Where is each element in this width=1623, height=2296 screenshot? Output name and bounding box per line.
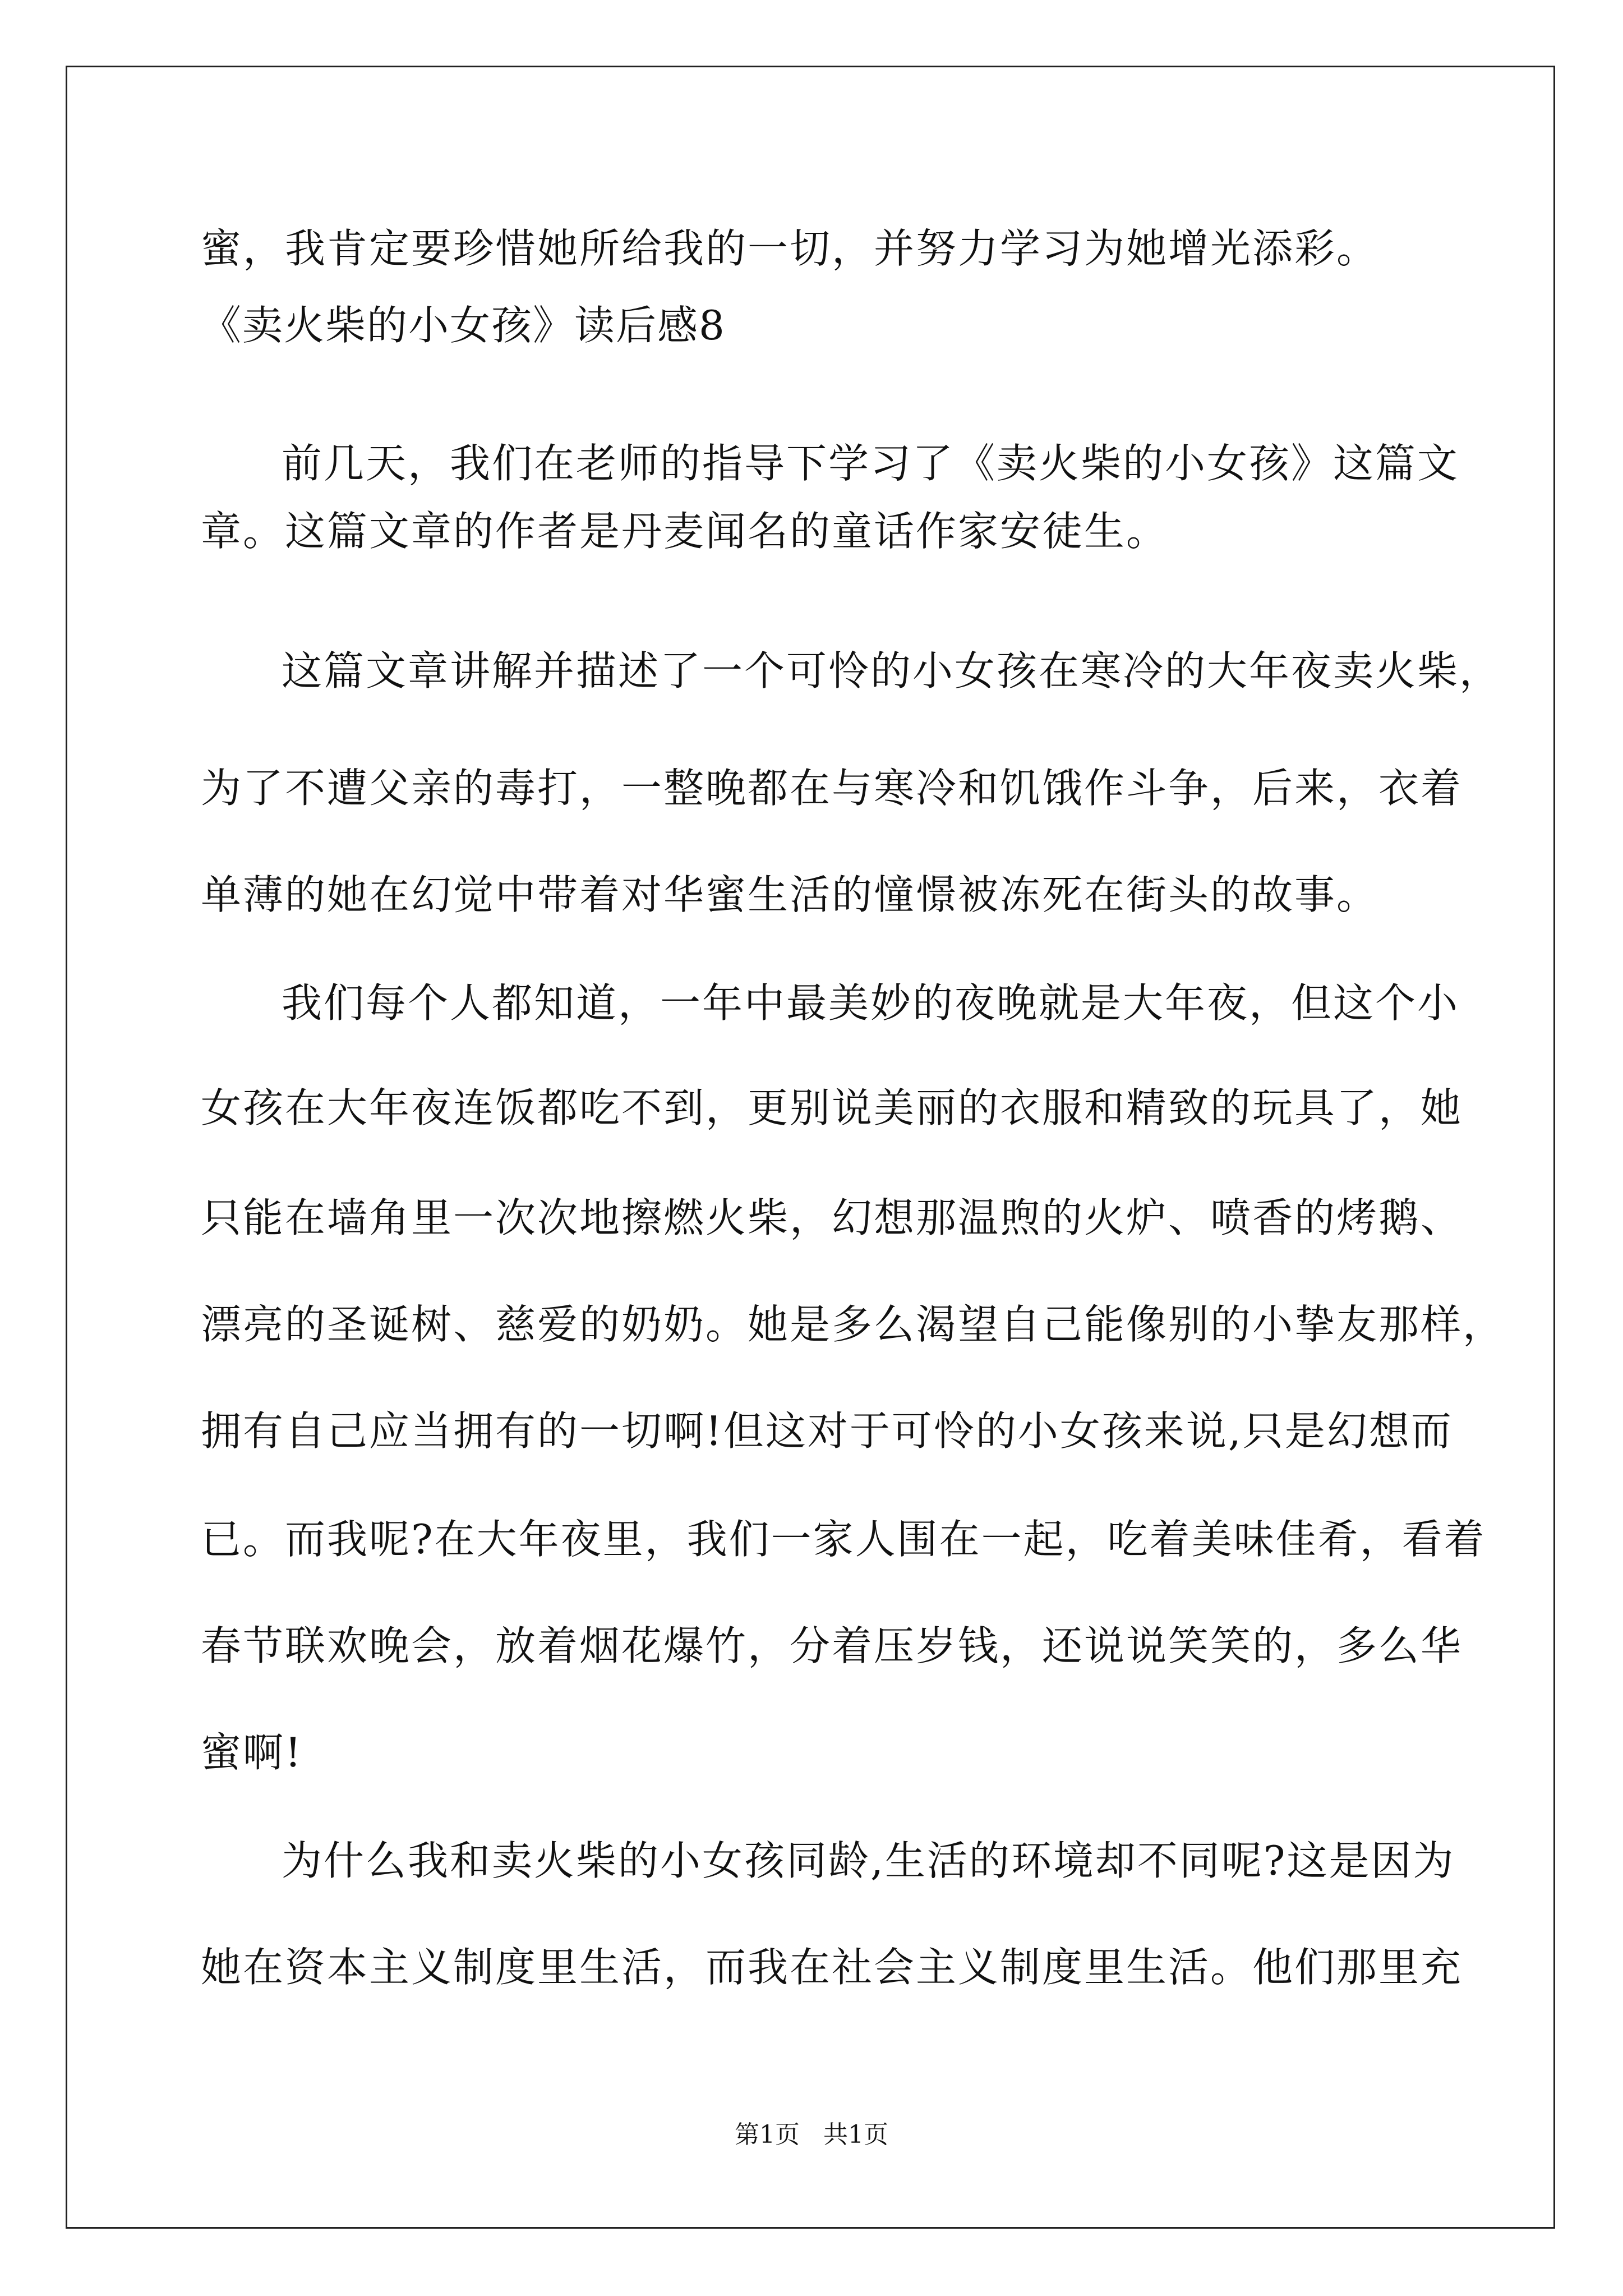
paragraph-line: 只能在墙角里一次次地擦燃火柴，幻想那温煦的火炉、喷香的烤鹅、 [201,1194,1463,1241]
paragraph-line: 为什么我和卖火柴的小女孩同龄,生活的环境却不同呢?这是因为 [282,1837,1455,1884]
page-footer: 第1页 共1页 [735,2120,888,2149]
paragraph-line: 这篇文章讲解并描述了一个可怜的小女孩在寒冷的大年夜卖火柴， [282,647,1502,694]
paragraph-line: 章。这篇文章的作者是丹麦闻名的童话作家安徒生。 [201,508,1169,555]
paragraph-line: 为了不遭父亲的毒打，一整晚都在与寒冷和饥饿作斗争，后来，衣着 [201,765,1463,812]
paragraph-line: 漂亮的圣诞树、慈爱的奶奶。她是多么渴望自己能像别的小挚友那样， [201,1301,1505,1348]
paragraph-line: 她在资本主义制度里生活，而我在社会主义制度里生活。他们那里充 [201,1944,1463,1991]
paragraph-line: 单薄的她在幻觉中带着对华蜜生活的憧憬被冻死在街头的故事。 [201,871,1379,918]
paragraph-line: 春节联欢晚会，放着烟花爆竹，分着压岁钱，还说说笑笑的，多么华 [201,1622,1463,1669]
paragraph-line: 已。而我呢?在大年夜里，我们一家人围在一起，吃着美味佳肴，看着 [201,1516,1486,1563]
paragraph-line: 蜜啊! [201,1729,303,1776]
paragraph-line: 蜜，我肯定要珍惜她所给我的一切，并努力学习为她增光添彩。 [201,225,1379,272]
paragraph-line: 前几天，我们在老师的指导下学习了《卖火柴的小女孩》这篇文 [282,440,1460,487]
paragraph-line: 拥有自己应当拥有的一切啊!但这对于可怜的小女孩来说,只是幻想而 [201,1407,1453,1455]
section-heading: 《卖火柴的小女孩》读后感8 [201,302,726,349]
paragraph-line: 女孩在大年夜连饭都吃不到，更别说美丽的衣服和精致的玩具了，她 [201,1084,1463,1131]
paragraph-line: 我们每个人都知道，一年中最美妙的夜晚就是大年夜，但这个小 [282,979,1460,1027]
page-border [66,66,1555,2229]
